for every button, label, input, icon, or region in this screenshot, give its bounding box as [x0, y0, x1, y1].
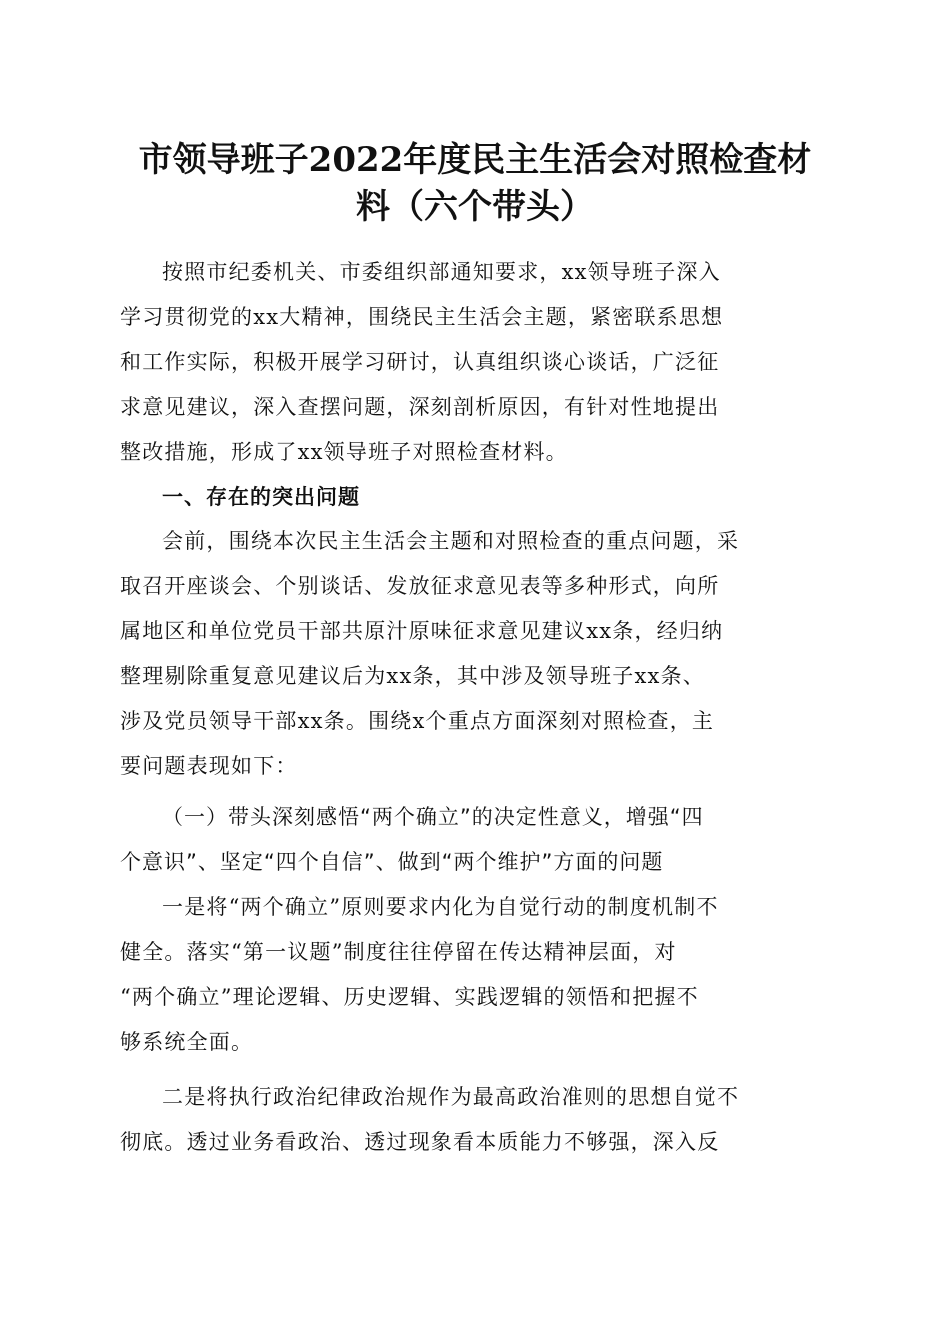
- paragraph-line: 二是将执行政治纪律政治规作为最高政治准则的思想自觉不: [162, 1085, 740, 1109]
- subheading-line: （一）带头深刻感悟“两个确立”的决定性意义，增强“四: [162, 805, 704, 829]
- paragraph-line: 和工作实际，积极开展学习研讨，认真组织谈心谈话，广泛征: [120, 350, 720, 374]
- title-line: 市领导班子2022年度民主生活会对照检查材: [138, 140, 812, 180]
- spacer: [120, 1065, 830, 1075]
- paragraph-line: 整改措施，形成了xx领导班子对照检查材料。: [120, 440, 568, 464]
- paragraph-line: 属地区和单位党员干部共原汁原味征求意见建议xx条，经归纳: [120, 619, 724, 643]
- subsection-heading: [120, 795, 830, 885]
- point-paragraph: [120, 1075, 830, 1165]
- point-paragraph: [120, 885, 830, 1065]
- paragraph-line: 够系统全面。: [120, 1030, 254, 1054]
- paragraph-line: “两个确立”理论逻辑、历史逻辑、实践逻辑的领悟和把握不: [120, 985, 699, 1009]
- subheading-line: 个意识”、坚定“四个自信”、做到“两个维护”方面的问题: [120, 850, 664, 874]
- paragraph-line: 按照市纪委机关、市委组织部通知要求，xx领导班子深入: [162, 260, 721, 284]
- intro-paragraph: [120, 250, 830, 475]
- paragraph-line: 一是将“两个确立”原则要求内化为自觉行动的制度机制不: [162, 895, 719, 919]
- paragraph-line: 涉及党员领导干部xx条。围绕x个重点方面深刻对照检查，主: [120, 709, 715, 733]
- paragraph-line: 取召开座谈会、个别谈话、发放征求意见表等多种形式，向所: [120, 574, 720, 598]
- paragraph-line: 学习贯彻党的xx大精神，围绕民主生活会主题，紧密联系思想: [120, 305, 724, 329]
- title-line: 料（六个带头）: [356, 187, 594, 227]
- document-body: [120, 250, 830, 1165]
- paragraph-line: 要问题表现如下：: [120, 754, 298, 778]
- paragraph-line: 健全。落实“第一议题”制度往往停留在传达精神层面，对: [120, 940, 677, 964]
- paragraph-line: 会前，围绕本次民主生活会主题和对照检查的重点问题，采: [162, 529, 740, 553]
- section-paragraph: [120, 519, 830, 789]
- paragraph-line: 彻底。透过业务看政治、透过现象看本质能力不够强，深入反: [120, 1130, 720, 1154]
- paragraph-line: 整理剔除重复意见建议后为xx条，其中涉及领导班子xx条、: [120, 664, 705, 688]
- section-heading: 一、存在的突出问题: [162, 485, 360, 509]
- paragraph-line: 求意见建议，深入查摆问题，深刻剖析原因，有针对性地提出: [120, 395, 720, 419]
- document-title: [120, 137, 830, 231]
